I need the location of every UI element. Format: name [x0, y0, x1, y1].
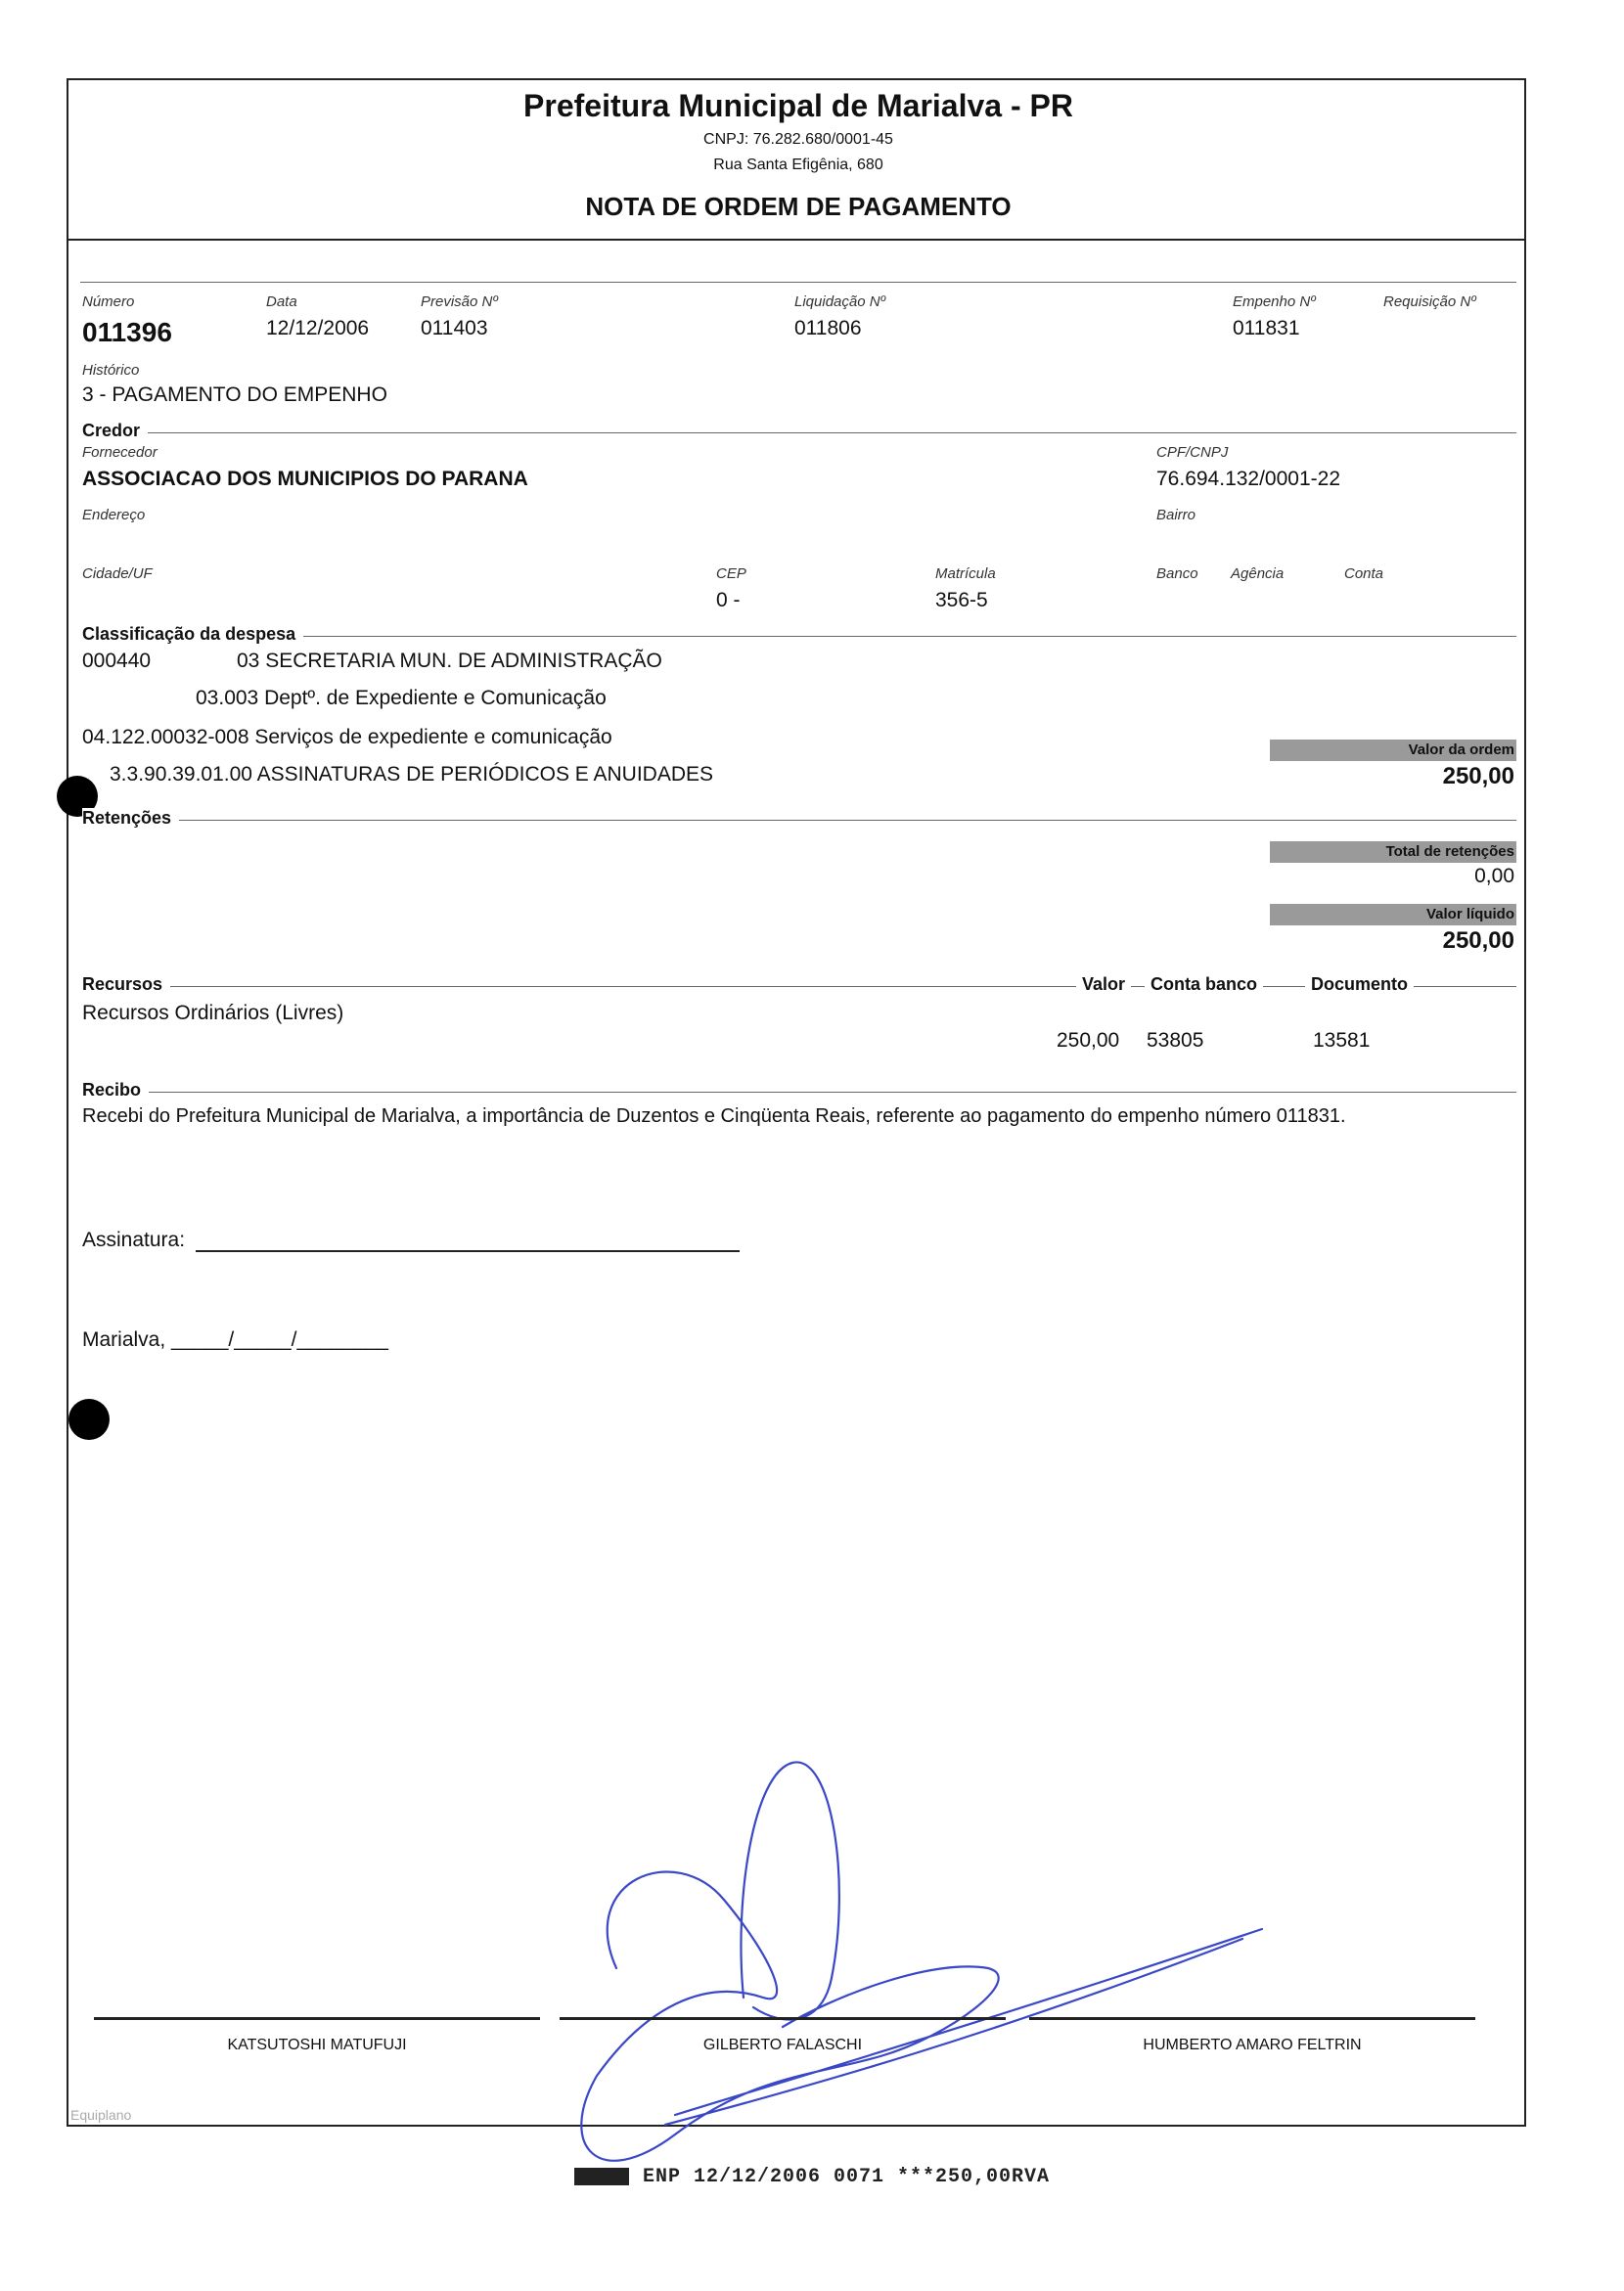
cep-value: 0 - — [716, 589, 741, 611]
cnpj-text: CNPJ: 76.282.680/0001-45 — [703, 131, 893, 148]
valor-liquido-label: Valor líquido — [1425, 906, 1514, 922]
data-label: Data — [266, 293, 297, 310]
classificacao-line1: 03 SECRETARIA MUN. DE ADMINISTRAÇÃO — [237, 650, 662, 672]
valor-ordem-value: 250,00 — [1442, 763, 1514, 789]
document-type-title: NOTA DE ORDEM DE PAGAMENTO — [585, 192, 1012, 221]
recursos-conta-header: Conta banco — [1145, 974, 1263, 995]
classificacao-line3: 04.122.00032-008 Serviços de expediente e comunicação — [82, 726, 612, 748]
numero-label: Número — [82, 293, 135, 310]
cep-label: CEP — [716, 565, 746, 582]
data-value: 12/12/2006 — [266, 317, 370, 339]
software-brand: Equiplano — [70, 2107, 132, 2123]
address-text: Rua Santa Efigênia, 680 — [713, 157, 883, 173]
handwritten-signature — [558, 1685, 1301, 2193]
previsao-label: Previsão Nº — [421, 293, 498, 310]
signatory-name-3: HUMBERTO AMARO FELTRIN — [1143, 2037, 1362, 2053]
historico-value: 3 - PAGAMENTO DO EMPENHO — [82, 383, 387, 406]
classificacao-code: 000440 — [82, 650, 152, 672]
cpf-label: CPF/CNPJ — [1156, 444, 1229, 461]
previsao-value: 011403 — [421, 317, 488, 339]
recursos-documento-header: Documento — [1305, 974, 1414, 995]
payment-stamp — [0, 2166, 1624, 2188]
header-divider — [68, 239, 1524, 241]
valor-liquido-value: 250,00 — [1442, 927, 1514, 954]
agencia-label: Agência — [1231, 565, 1285, 582]
empenho-value: 011831 — [1233, 317, 1300, 339]
classificacao-line2: 03.003 Deptº. de Expediente e Comunicação — [196, 687, 607, 709]
stamp-text: ENP 12/12/2006 0071 ***250,00RVA — [642, 2166, 1051, 2188]
matricula-value: 356-5 — [935, 589, 988, 611]
bairro-label: Bairro — [1156, 507, 1196, 523]
assinatura-label: Assinatura: — [82, 1229, 186, 1251]
document-frame — [67, 78, 1526, 2127]
signature-line-1 — [94, 2017, 540, 2020]
signature-line-3 — [1029, 2017, 1475, 2020]
signatory-name-2: GILBERTO FALASCHI — [702, 2037, 863, 2053]
recursos-conta: 53805 — [1147, 1029, 1204, 1052]
total-retencoes-label: Total de retenções — [1385, 843, 1514, 860]
recibo-text: Recebi do Prefeitura Municipal de Marialva, a importância de Duzentos e Cinqüenta Reais, referente ao pagamento do empenho número 011831. — [82, 1105, 1346, 1127]
classificacao-line4: 3.3.90.39.01.00 ASSINATURAS DE PERIÓDICOS E ANUIDADES — [110, 763, 714, 786]
recibo-divider — [82, 1092, 1516, 1093]
credor-divider — [82, 432, 1516, 433]
recursos-section-title: Recursos — [82, 974, 170, 995]
liquidacao-value: 011806 — [794, 317, 862, 339]
total-retencoes-value: 0,00 — [1474, 865, 1514, 887]
historico-label: Histórico — [82, 362, 140, 379]
total-retencoes-bar — [1270, 841, 1516, 863]
signature-line-2 — [560, 2017, 1006, 2020]
requisicao-label: Requisição Nº — [1383, 293, 1476, 310]
empenho-label: Empenho Nº — [1233, 293, 1316, 310]
valor-liquido-bar — [1270, 904, 1516, 925]
municipality-title: Prefeitura Municipal de Marialva - PR — [523, 88, 1073, 123]
stamp-logo — [574, 2168, 629, 2185]
recibo-section-title: Recibo — [82, 1080, 149, 1101]
banco-label: Banco — [1156, 565, 1198, 582]
matricula-label: Matrícula — [935, 565, 996, 582]
retencoes-section-title: Retenções — [82, 808, 179, 829]
top-divider — [80, 282, 1516, 283]
recursos-descricao: Recursos Ordinários (Livres) — [82, 1002, 344, 1024]
numero-value: 011396 — [82, 317, 172, 347]
liquidacao-label: Liquidação Nº — [794, 293, 886, 310]
endereco-label: Endereço — [82, 507, 146, 523]
fornecedor-value: ASSOCIACAO DOS MUNICIPIOS DO PARANA — [82, 468, 528, 490]
fornecedor-label: Fornecedor — [82, 444, 158, 461]
retencoes-divider — [82, 820, 1516, 821]
credor-section-title: Credor — [82, 421, 148, 441]
recursos-valor: 250,00 — [1057, 1029, 1120, 1052]
valor-ordem-bar — [1270, 740, 1516, 761]
assinatura-line — [196, 1250, 740, 1252]
cidade-label: Cidade/UF — [82, 565, 153, 582]
recursos-valor-header: Valor — [1076, 974, 1131, 995]
recursos-divider — [82, 986, 1516, 987]
local-data-label: Marialva, _____/_____/________ — [82, 1328, 388, 1351]
recursos-documento: 13581 — [1313, 1029, 1371, 1052]
punch-hole-bottom — [68, 1399, 110, 1440]
classificacao-section-title: Classificação da despesa — [82, 624, 303, 645]
conta-label: Conta — [1344, 565, 1384, 582]
valor-ordem-label: Valor da ordem — [1408, 741, 1514, 758]
signatory-name-1: KATSUTOSHI MATUFUJI — [227, 2037, 407, 2053]
cpf-value: 76.694.132/0001-22 — [1156, 468, 1341, 490]
